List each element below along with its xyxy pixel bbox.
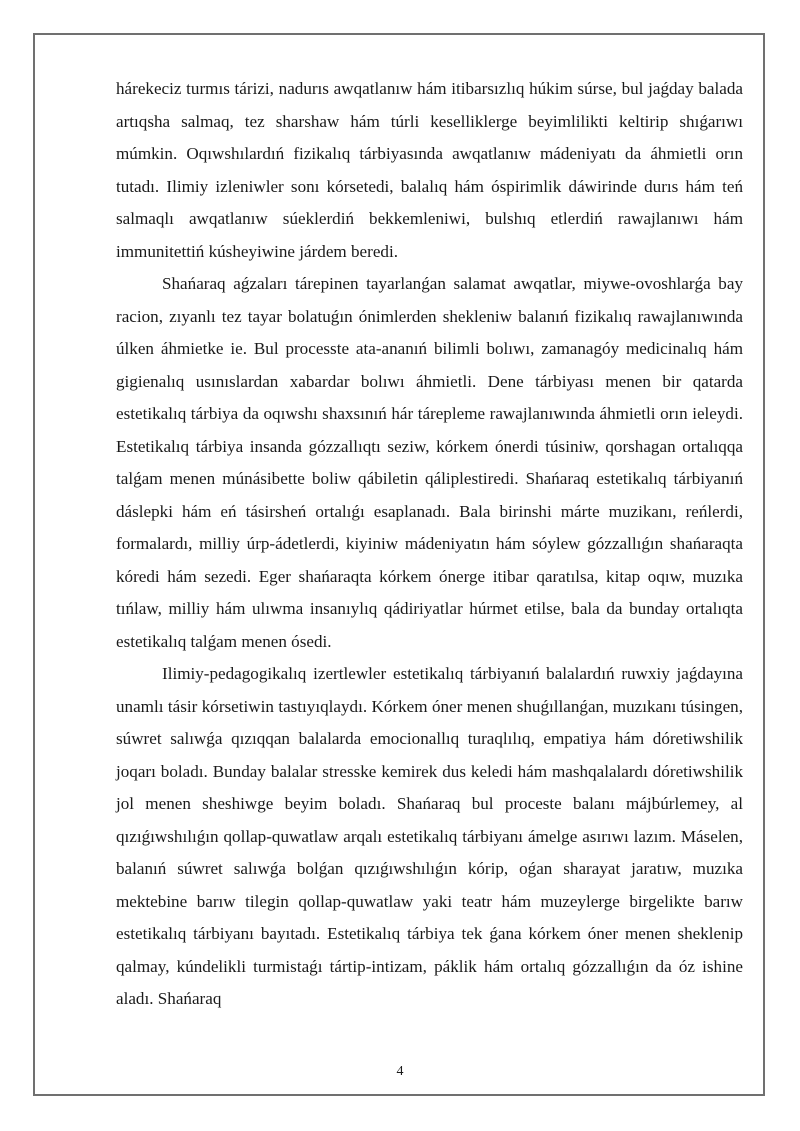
paragraph-continuation: hárekeciz turmıs tárizi, nadurıs awqatlanıw hám itibarsızlıq húkim súrse, bul jaǵday balada artıqsha salmaq, tez sharshaw hám túrli keselliklerge beyimlilikti keltirip shıǵarıwı múmkin. Oqıwshılardıń fizikalıq tárbiyasında awqatlanıw mádeniyatı da áhmietli orın tutadı. Ilimiy izleniwler sonı kórsetedi, balalıq hám óspirimlik dáwirinde durıs hám teń salmaqlı awqatlanıw súeklerdiń bekkemleniwi, bulshıq etlerdiń rawajlanıwı hám immunitettiń kúsheyiwine járdem beredi. (116, 79, 743, 261)
page-number: 4 (396, 1064, 404, 1079)
paragraph-research-aesthetic-education: Ilimiy-pedagogikalıq izertlewler estetikalıq tárbiyanıń balalardıń ruwxiy jaǵdayına unamlı tásir kórsetiwin tastıyıqlaydı. Kórkem óner menen shuǵıllanǵan, muzıkanı túsingen, súwret salıwǵa qızıqqan balalarda emocionallıq turaqlılıq, empatiya hám dóretiwshilik joqarı boladı. Bunday balalar stresske kemirek dus keledi hám mashqalalardı dóretiwshilik jol menen sheshiwge beyim boladı. Shańaraq bul proceste balanı májbúrlemey, al qızıǵıwshılıǵın qollap-quwatlaw arqalı estetikalıq tárbiyanı ámelge asırıwı lazım. Máselen, balanıń súwret salıwǵa bolǵan qızıǵıwshılıǵın kórip, oǵan sharayat jaratıw, muzıka mektebine barıw tilegin qollap-quwatlaw yaki teatr hám muzeylerge birgelikte barıw estetikalıq tárbiyanı bayıtadı. Estetikalıq tárbiya tek ǵana kórkem óner menen sheklenip qalmay, kúndelikli turmistaǵı tártip-intizam, páklik hám ortalıq gózzallıǵın da óz ishine aladı. Shańaraq (116, 664, 743, 1008)
document-body (116, 73, 743, 1016)
paragraph-family-nutrition-aesthetics: Shańaraq aǵzaları tárepinen tayarlanǵan salamat awqatlar, miywe-ovoshlarǵa bay racion, zıyanlı tez tayar bolatuǵın ónimlerden shekleniw balanıń fizikalıq rawajlanıwında úlken áhmietke ie. Bul processte ata-ananıń bilimli bolıwı, zamanagóy medicinalıq hám gigienalıq usınıslardan xabardar bolıwı áhmietli. Dene tárbiyası menen bir qatarda estetikalıq tárbiya da oqıwshı shaxsınıń hár tárepleme rawajlanıwında áhmietli orın ieleydi. Estetikalıq tárbiya insanda gózzallıqtı seziw, kórkem ónerdi túsiniw, qorshagan ortalıqqa talǵam menen múnásibette boliw qábiletin qáliplestiredi. Shańaraq estetikalıq tárbiyanıń dáslepki hám eń tásirsheń ortalıǵı esaplanadı. Bala birinshi márte muzikanı, reńlerdi, formalardı, milliy úrp-ádetlerdi, kiyiniw mádeniyatın hám sóylew gózzallıǵın shańaraqta kóredi hám sezedi. Eger shańaraqta kórkem ónerge itibar qaratılsa, kitap oqıw, muzıka tıńlaw, milliy hám ulıwma insanıylıq qádiriyatlar húrmet etilse, bala da bunday ortalıqta estetikalıq talǵam menen ósedi. (116, 274, 743, 651)
